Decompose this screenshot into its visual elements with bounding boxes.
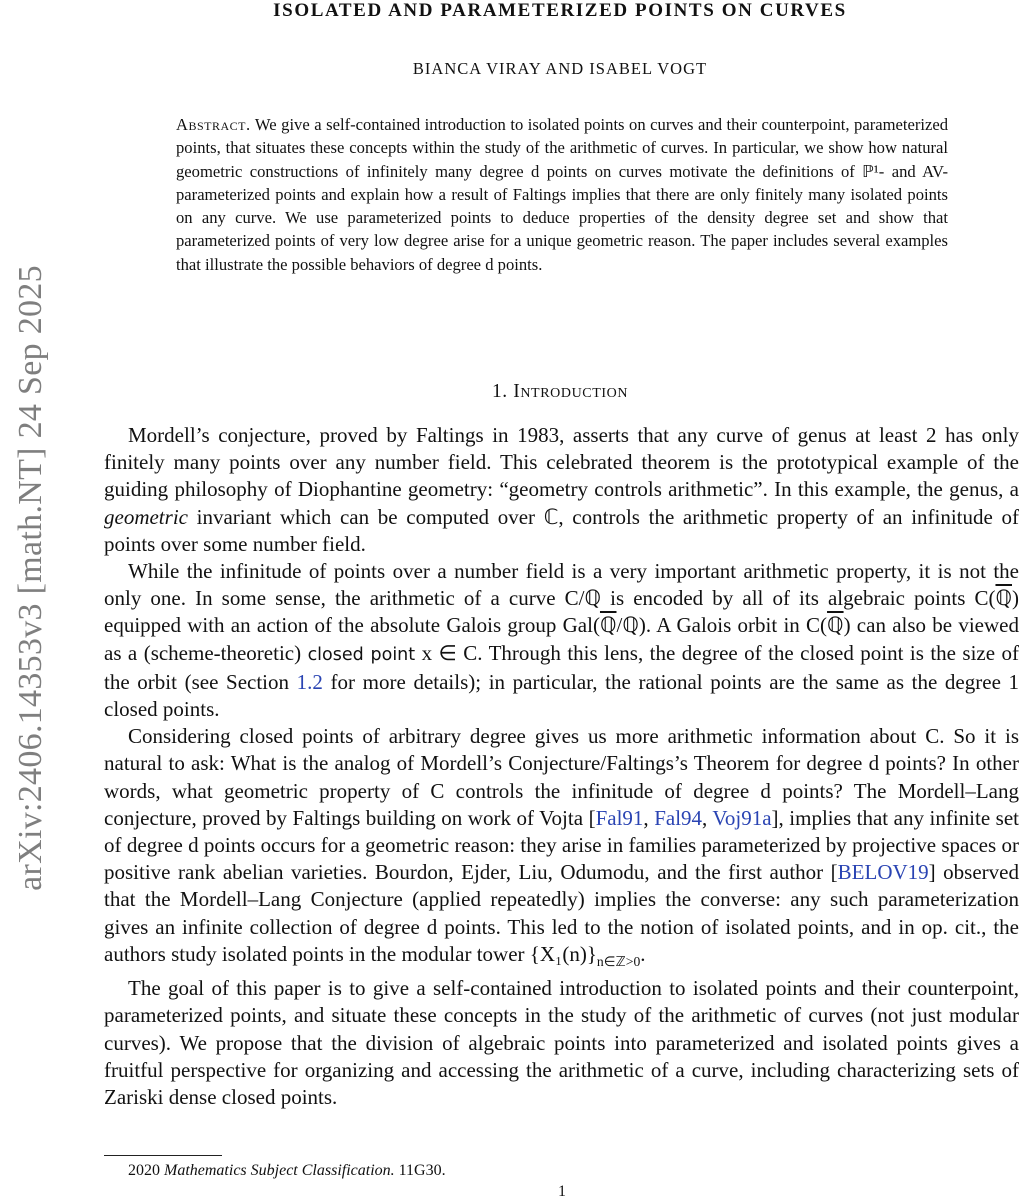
- footnote-year: 2020: [128, 1162, 160, 1179]
- paragraph-3: Considering closed points of arbitrary degree gives us more arithmetic information about C. So it is natural to ask: What is the analog of Mordell’s Conjecture/Faltings’s Theorem for degree d points? In other words, what geometric property of C controls the infinitude of degree d points? The Mordell–Lang conjecture, proved by Faltings building on work of Vojta [Fal91, Fal94, Voj91a], implies that any infinite set of degree d points occurs for a geometric reason: they arise in families parameterized by projective spaces or positive rank abelian varieties. Bourdon, Ejder, Liu, Odumodu, and the first author [BELOV19] observed that the Mordell–Lang Conjecture (applied repeatedly) implies the converse: any such parameterization gives an infinite collection of degree d points. This led to the notion of isolated points, and in op. cit., the authors study isolated points in the modular tower $\{X_1(n)\}_{n\in ℤ>0}$.: [104, 724, 1019, 970]
- ref-fal94[interactable]: Fal94: [654, 805, 703, 830]
- modular-tower-subscript: n∈ℤ>0: [596, 954, 641, 970]
- section-number: 1.: [491, 381, 508, 402]
- paragraph-2-part-f: for more details); in particular, the rational points are the same as the degree 1 closed points.: [104, 669, 1019, 722]
- arxiv-identifier-stamp: [0, 0, 60, 1200]
- arxiv-identifier-text: arXiv:2406.14353v3 [math.NT] 24 Sep 2025: [12, 265, 49, 891]
- qbar-symbol: ℚ: [995, 586, 1012, 611]
- paragraph-3-part-d: .: [640, 941, 646, 966]
- emphasis-geometric: geometric: [104, 504, 188, 529]
- page-number: 1: [558, 1183, 566, 1200]
- paragraph-2-part-a: While the infinitude of points over a number field is a very important arithmetic property, it is not the only one. In some sense, the arithmetic of a curve C/ℚ is encoded by all of its algebraic points C(: [104, 559, 1019, 611]
- ref-section-1-2[interactable]: 1.2: [296, 669, 323, 694]
- paragraph-2-part-b: ) equipped with an action of the absolute Galois group Gal(: [104, 586, 1019, 638]
- paragraph-1: [104, 422, 1019, 558]
- footnote-code: 11G30.: [398, 1162, 446, 1179]
- paragraph-2: [104, 558, 1019, 723]
- section-title: Introduction: [513, 381, 629, 402]
- abstract: [176, 113, 948, 276]
- body-text: [104, 422, 1019, 1111]
- paragraph-3-part-b: ], implies that any infinite set of degree d points occurs for a geometric reason: they arise in families parameterized by projective spaces or positive rank abelian varieties. Bourdon, Ejder, Liu, Odumodu, and the first author [: [104, 805, 1019, 885]
- ref-fal91[interactable]: Fal91: [595, 805, 644, 830]
- abstract-label: Abstract.: [176, 115, 251, 134]
- paragraph-1-text: Mordell’s conjecture, proved by Faltings in 1983, asserts that any curve of genus at least 2 has only finitely many points over any number field. This celebrated theorem is the prototypical example of the guiding philosophy of Diophantine geometry: “geometry controls arithmetic”. In this example, the genus, a: [104, 423, 1019, 502]
- paper-title: ISOLATED AND PARAMETERIZED POINTS ON CURVES: [273, 0, 847, 21]
- ref-voj91a[interactable]: Voj91a: [712, 805, 772, 830]
- ref-belov19[interactable]: BELOV19: [837, 860, 929, 885]
- section-heading: [100, 381, 1019, 403]
- footnote-label: Mathematics Subject Classification.: [164, 1162, 395, 1179]
- qbar-symbol: ℚ: [599, 613, 617, 638]
- paper-authors: BIANCA VIRAY AND ISABEL VOGT: [412, 59, 708, 78]
- paragraph-2-part-e: x ∈ C. Through this lens, the degree of the closed point is the size of the orbit (see Section: [104, 640, 1019, 694]
- footnote-msc: [128, 1162, 446, 1180]
- paragraph-2-part-c: /ℚ). A Galois orbit in C(: [616, 613, 828, 638]
- abstract-text: We give a self-contained introduction to isolated points on curves and their counterpoint, parameterized points, that situates these concepts within the study of the arithmetic of curves. In particular, we show how natural geometric constructions of infinitely many degree d points on curves motivate the definitions of ℙ¹- and AV-parameterized points and explain how a result of Faltings implies that there are only finitely many isolated points on any curve. We use parameterized points to deduce properties of the density degree set and show that parameterized points of very low degree arise for a unique geometric reason. The paper includes several examples that illustrate the possible behaviors of degree d points.: [176, 115, 948, 274]
- paragraph-4: The goal of this paper is to give a self-contained introduction to isolated points and their counterpoint, parameterized points, and situate these concepts in the study of the arithmetic of curves (not just modular curves). We propose that the division of algebraic points into parameterized and isolated points gives a fruitful perspective for organizing and accessing the arithmetic of a curve, including characterizing sets of Zariski dense closed points.: [104, 976, 1019, 1110]
- paragraph-3-part-c: ] observed that the Mordell–Lang Conjecture (applied repeatedly) implies the converse: any such parameterization gives an infinite collection of degree d points. This led to the notion of isolated points, and in op. cit., the authors study isolated points in the modular tower {X₁(n)}: [104, 860, 1019, 966]
- paragraph-2-part-d: ) can also be viewed as a (scheme-theoretic): [104, 613, 1019, 665]
- paragraph-3-part-a: Considering closed points of arbitrary degree gives us more arithmetic information about C. So it is natural to ask: What is the analog of Mordell’s Conjecture/Faltings’s Theorem for degree d points? In other words, what geometric property of C controls the infinitude of degree d points? The Mordell–Lang conjecture, proved by Faltings building on work of Vojta [: [104, 724, 1019, 830]
- paragraph-1-end: invariant which can be computed over ℂ, controls the arithmetic property of an infinitude of points over some number field.: [104, 504, 1019, 556]
- qbar-symbol: ℚ: [827, 613, 844, 638]
- footnote-divider: [104, 1155, 222, 1156]
- term-closed-point: closed point: [307, 644, 416, 665]
